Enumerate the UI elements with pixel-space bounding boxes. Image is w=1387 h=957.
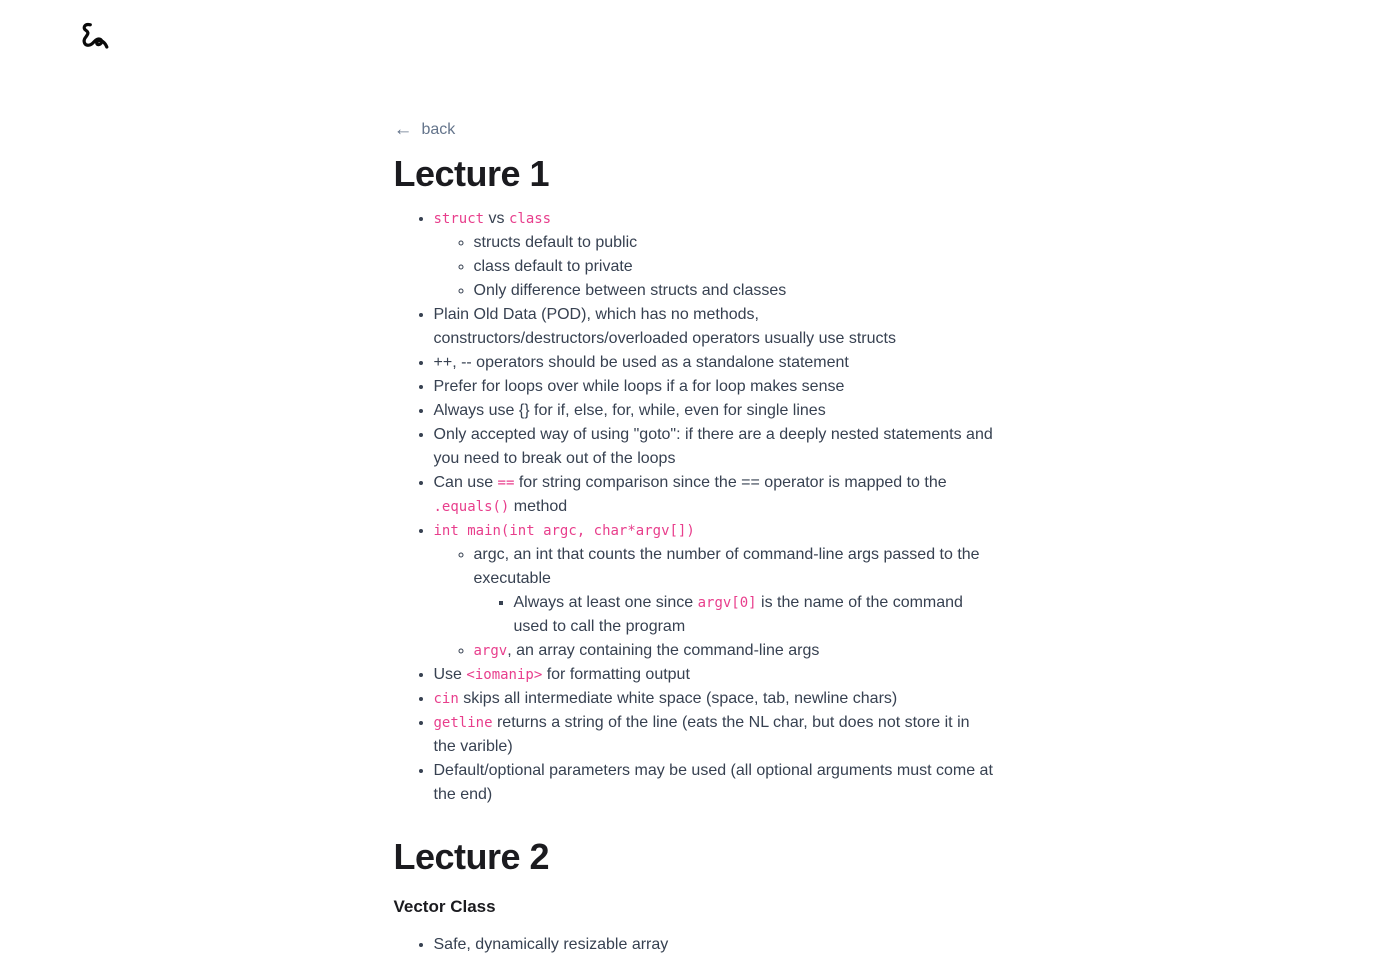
lecture-section xyxy=(394,152,994,807)
list-item: • Can use == for string comparison since the == operator is mapped to the .equals() method xyxy=(434,471,994,519)
back-link[interactable] xyxy=(394,118,456,142)
bullet-list xyxy=(394,933,994,957)
list-item: • Use <iomanip> for formatting output xyxy=(434,663,994,687)
inline-code: argv[0] xyxy=(698,595,757,611)
list-item: ◦ structs default to public xyxy=(474,231,994,255)
scribble-logo-icon xyxy=(78,20,112,56)
bullet-list xyxy=(434,231,994,303)
inline-code: .equals() xyxy=(434,499,510,515)
logo-link[interactable] xyxy=(78,20,112,64)
inline-code: cin xyxy=(434,691,459,707)
list-item: • Safe, dynamically resizable array xyxy=(434,933,994,957)
inline-code: struct xyxy=(434,211,485,227)
inline-code: <iomanip> xyxy=(466,667,542,683)
back-link-label: back xyxy=(422,118,456,142)
inline-code: argv xyxy=(474,643,508,659)
list-item: ◦ class default to private xyxy=(474,255,994,279)
notes-page xyxy=(394,0,994,957)
inline-code: class xyxy=(509,211,551,227)
section-title: Lecture 1 xyxy=(394,152,994,195)
arrow-left-icon: ← xyxy=(394,120,413,139)
list-item: ◦ argv, an array containing the command-line args xyxy=(474,639,994,663)
list-item: • Plain Old Data (POD), which has no methods, constructors/destructors/overloaded operators usually use structs xyxy=(434,303,994,351)
section-title: Lecture 2 xyxy=(394,835,994,878)
list-item xyxy=(434,519,994,663)
sections-container xyxy=(394,152,994,957)
inline-code: == xyxy=(498,475,515,491)
site-header xyxy=(78,20,112,64)
list-item: ▪ Always at least one since argv[0] is the name of the command used to call the program xyxy=(514,591,994,639)
lecture-section xyxy=(394,835,994,957)
list-item: • getline returns a string of the line (eats the NL char, but does not store it in the varible) xyxy=(434,711,994,759)
list-item: ◦ Only difference between structs and classes xyxy=(474,279,994,303)
inline-code: int main(int argc, char*argv[]) xyxy=(434,523,695,539)
bullet-list xyxy=(474,591,994,639)
subheading: Vector Class xyxy=(394,894,994,920)
list-item: • Default/optional parameters may be used (all optional arguments must come at the end) xyxy=(434,759,994,807)
list-item: • struct vs class ◦ structs default to public ◦ class default to private ◦ Only difference between structs and classes xyxy=(434,207,994,303)
list-item: • ++, -- operators should be used as a standalone statement xyxy=(434,351,994,375)
inline-code: getline xyxy=(434,715,493,731)
list-item: • Only accepted way of using "goto": if there are a deeply nested statements and you need to break out of the loops xyxy=(434,423,994,471)
list-item: ◦ argc, an int that counts the number of command-line args passed to the executable ▪ Always at least one since argv[0] is the name of the command used to call the program xyxy=(474,543,994,639)
list-item: • Always use {} for if, else, for, while, even for single lines xyxy=(434,399,994,423)
bullet-list xyxy=(394,207,994,807)
list-item: • Prefer for loops over while loops if a for loop makes sense xyxy=(434,375,994,399)
bullet-list xyxy=(434,543,994,663)
list-item: • cin skips all intermediate white space (space, tab, newline chars) xyxy=(434,687,994,711)
